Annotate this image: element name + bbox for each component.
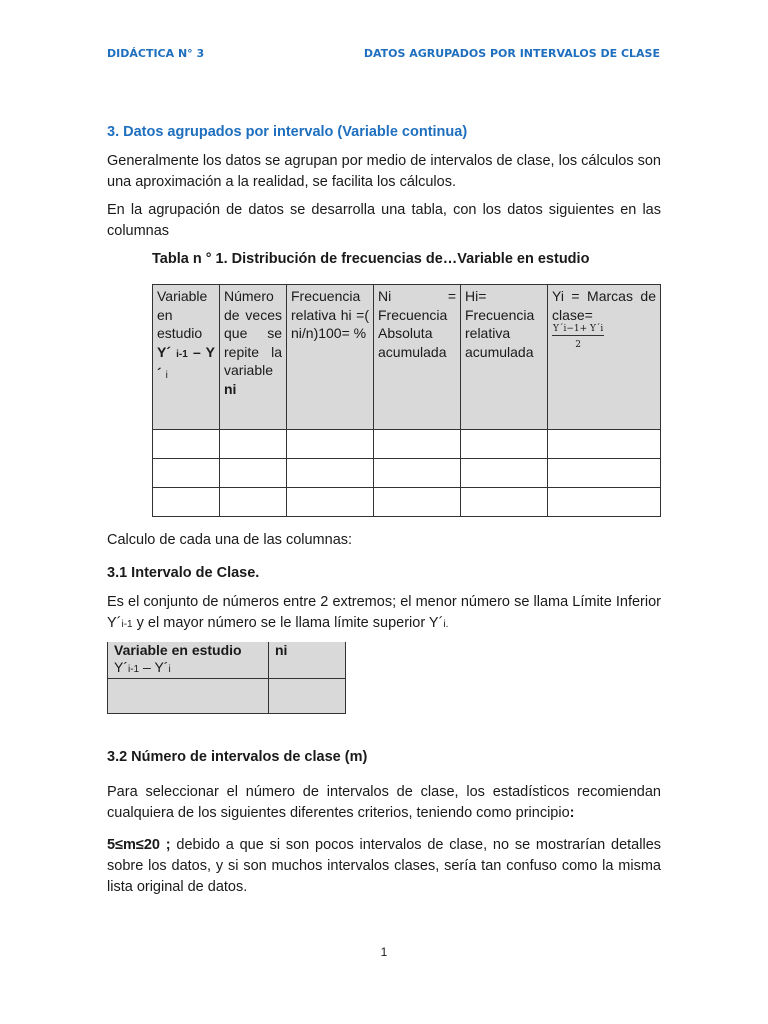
col-ni-header [220, 285, 287, 430]
section-3-1-sub-b: i. [443, 619, 449, 630]
col-hi-text: Frecuencia relativa hi =( ni/n)100= % [291, 288, 369, 341]
header-right: DATOS AGRUPADOS POR INTERVALOS DE CLASE [363, 47, 660, 60]
section-3-1-sub-a: i-1 [121, 619, 133, 630]
table-1-caption: Tabla n ° 1. Distribución de frecuencias de…Variable en estudio [152, 251, 590, 267]
criterion-text: debido a que si son pocos intervalos de clase, no se mostrarían detalles sobre los datos, y si son muchos intervalos clases, sería tan confuso como la misma lista original de datos. [107, 837, 662, 895]
section-3-1-title: 3.1 Intervalo de Clase. [107, 565, 260, 581]
col-hi-header [287, 285, 374, 430]
col-variable-dash: – [187, 343, 206, 360]
section-3-2-title: 3.2 Número de intervalos de clase (m) [107, 749, 368, 765]
col-variable-sub1: i-1 [176, 348, 188, 360]
interval-formula-y1: Y´ [114, 659, 128, 675]
section-3-title: 3. Datos agrupados por intervalo (Variable continua) [107, 124, 468, 140]
frequency-table [152, 284, 661, 517]
fraction-denominator: 2 [575, 340, 582, 350]
col-variable-y2: Y´ [157, 343, 216, 381]
page-number: 1 [380, 945, 388, 959]
class-mark-fraction [552, 324, 604, 351]
section-3-1-text-b: y el mayor número se le llama límite superior Y´ [132, 615, 444, 631]
interval-col-ni-title: ni [275, 642, 288, 658]
interval-table-header-row [108, 642, 346, 679]
interval-formula-sub1: i-1 [128, 664, 140, 675]
section-3-2-paragraph [107, 782, 661, 824]
section-3-2-colon: : [569, 805, 575, 821]
section-3-paragraph-2: En la agrupación de datos se desarrolla una tabla, con los datos siguientes en las columnas [107, 202, 661, 239]
col-ni-bold: ni [224, 380, 237, 397]
frequency-table-header-row [153, 285, 661, 430]
interval-table [107, 642, 346, 714]
section-3-1-text-a: Es el conjunto de números entre 2 extremos; el menor número se llama Límite Inferior Y´ [107, 594, 661, 631]
col-variable-text: Variable en estudio [157, 288, 208, 341]
col-Hi-header [461, 285, 548, 430]
interval-col-ni [269, 642, 346, 679]
interval-col-variable-title: Variable en estudio [114, 642, 242, 658]
section-3-1-paragraph [107, 592, 661, 635]
col-Ni-header [374, 285, 461, 430]
col-Ni-text: Ni = Frecuencia Absoluta acumulada [378, 288, 456, 360]
col-variable-y1: Y´ [157, 343, 171, 360]
criterion-paragraph [107, 835, 661, 898]
section-3-paragraph-1: Generalmente los datos se agrupan por medio de intervalos de clase, los cálculos son una aproximación a la realidad, se facilita los cálculos. [107, 153, 661, 190]
header-left: DIDÁCTICA N° 3 [107, 47, 205, 60]
interval-col-variable [108, 642, 269, 679]
interval-formula-sub2: i [168, 664, 171, 675]
col-Hi-text: Hi= Frecuencia relativa acumulada [465, 288, 535, 360]
col-Yi-header [548, 285, 661, 430]
section-3-2-text: Para seleccionar el número de intervalos de clase, los estadísticos recomiendan cualquiera de los siguientes diferentes criterios, teniendo como principio [107, 784, 661, 821]
interval-formula-dash: – Y´ [139, 659, 169, 675]
criterion-formula: 5≤m≤20 ; [107, 837, 171, 853]
table-row [153, 488, 661, 517]
calc-intro: Calculo de cada una de las columnas: [107, 532, 353, 548]
col-ni-text: Número de veces que se repite la variable [224, 288, 282, 378]
table-row [108, 679, 346, 714]
col-Yi-text: Yi = Marcas de clase= [552, 288, 656, 323]
table-row [153, 459, 661, 488]
table-row [153, 430, 661, 459]
col-variable-header [153, 285, 220, 430]
col-variable-sub2: i [165, 370, 168, 381]
fraction-numerator: Y´i−1+ Y´i [553, 324, 604, 334]
